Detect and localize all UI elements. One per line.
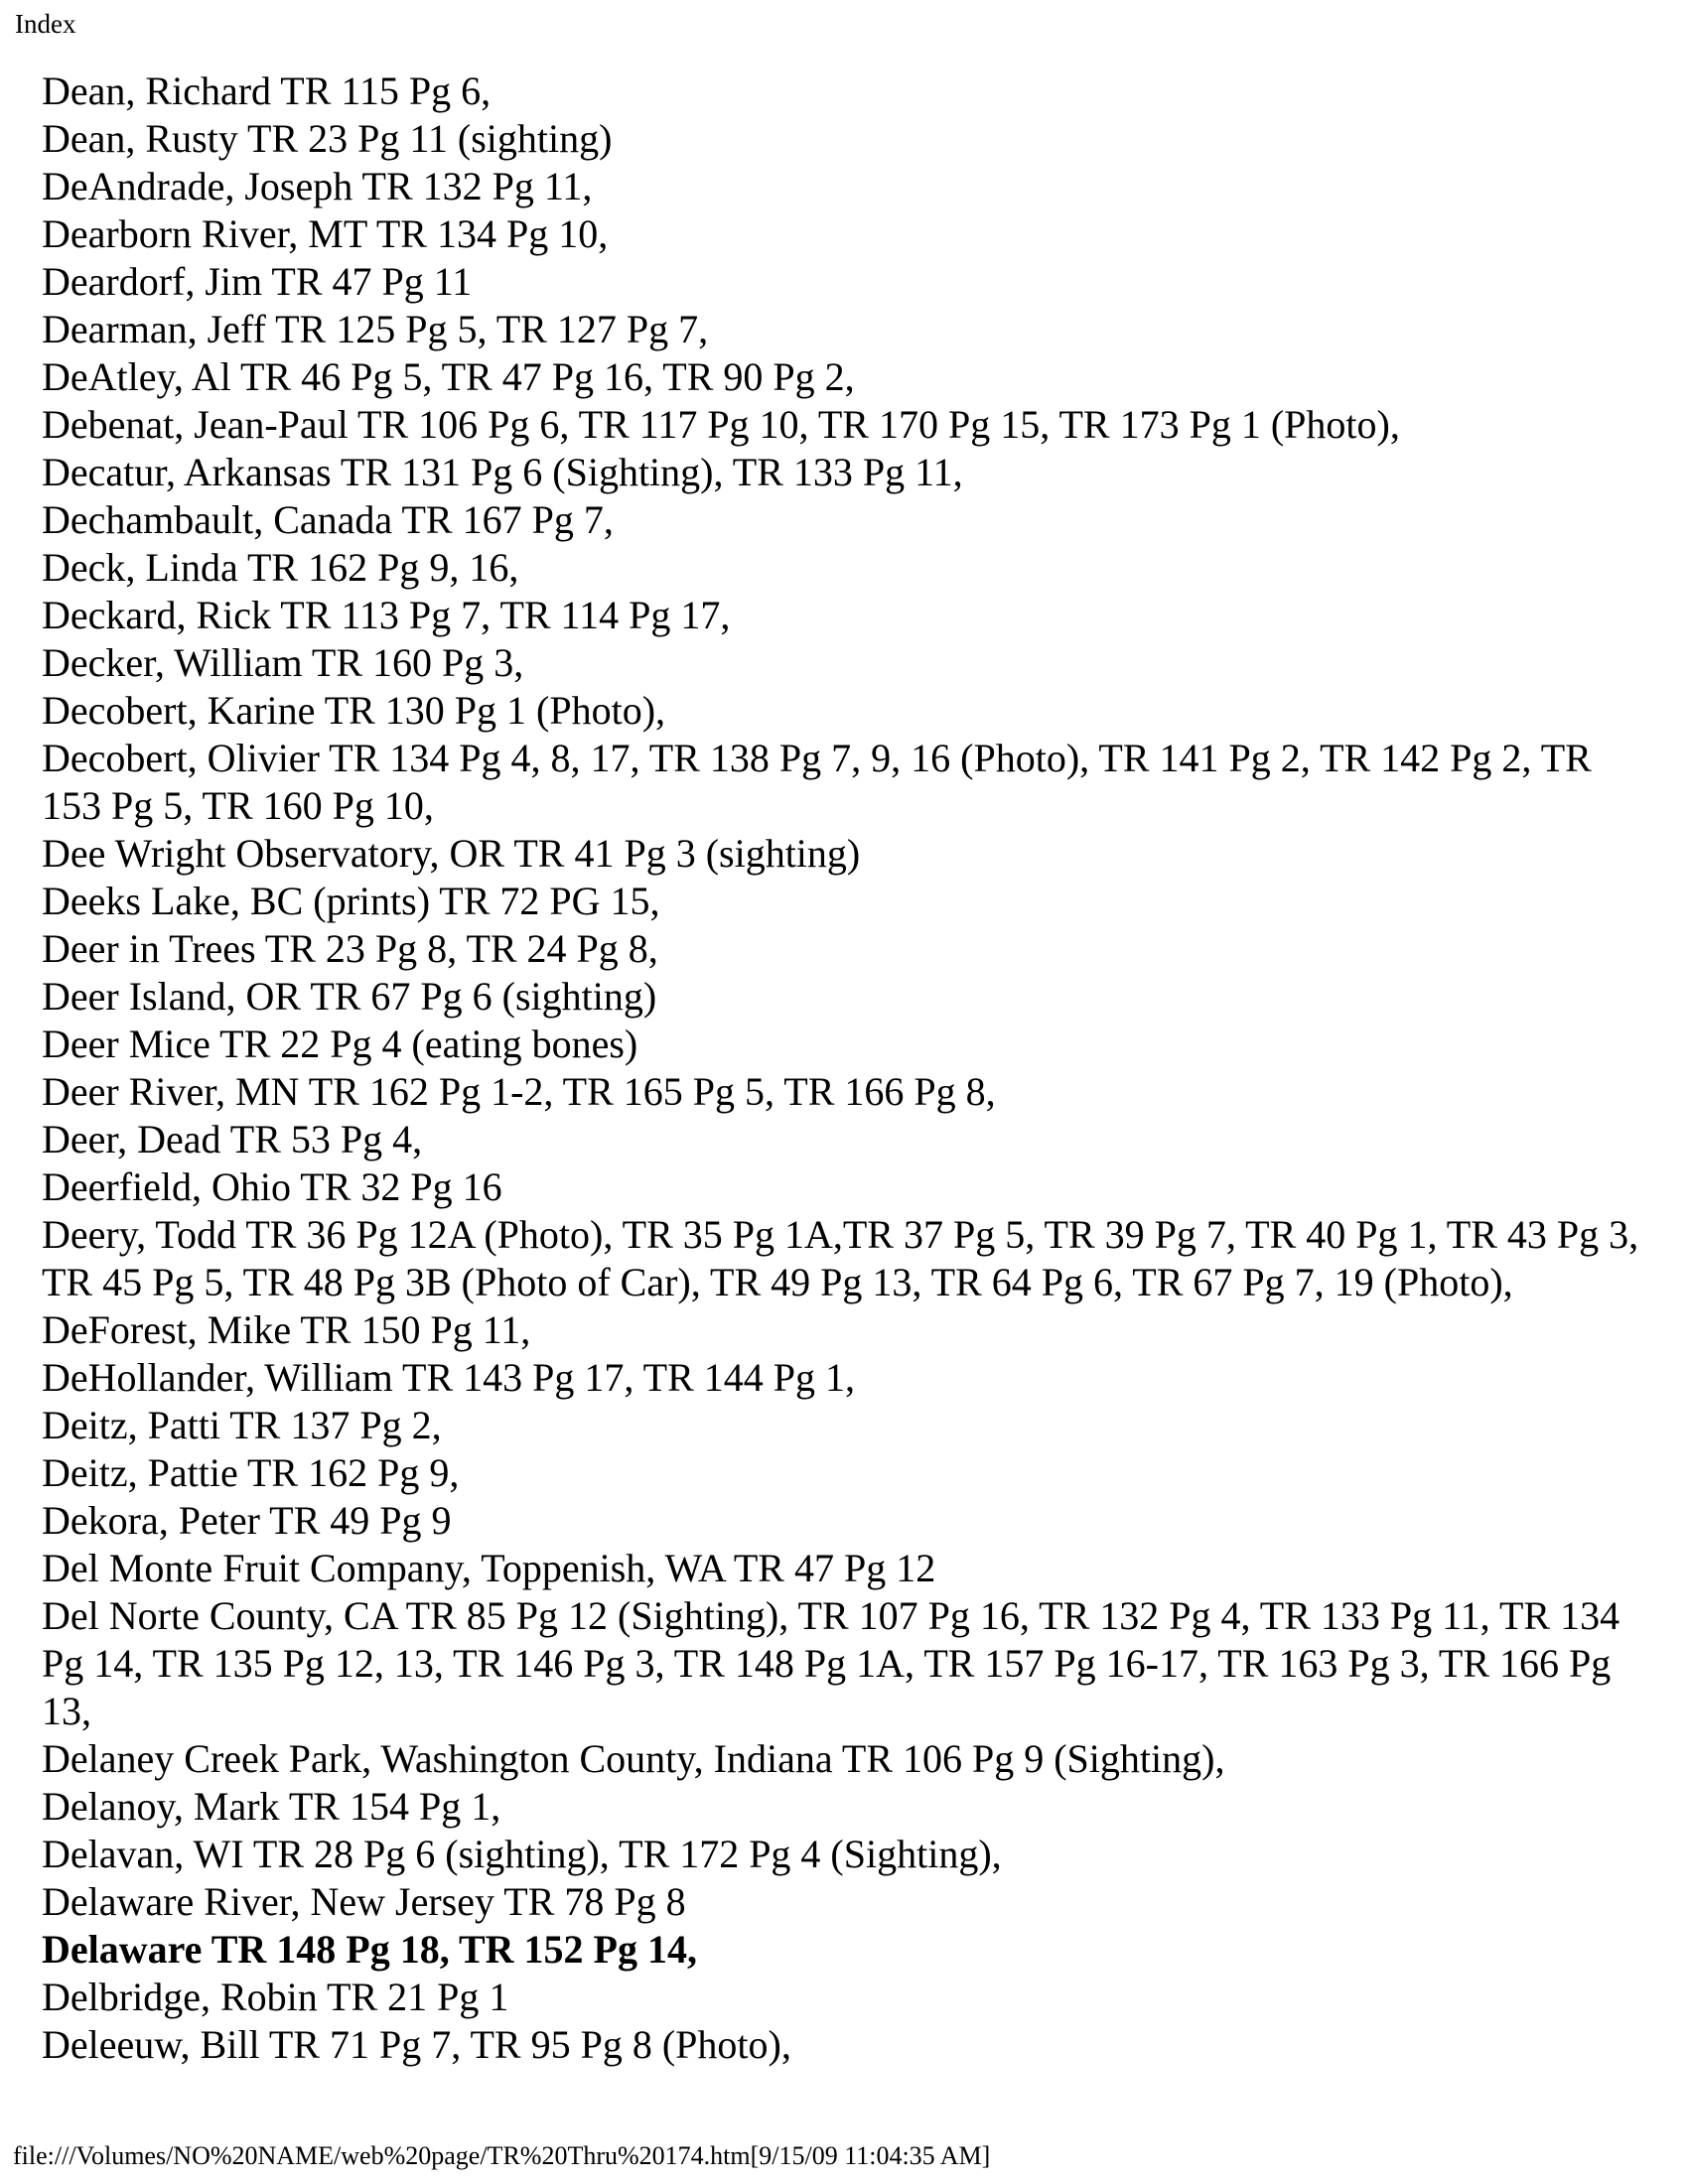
index-entry: DeForest, Mike TR 150 Pg 11, — [42, 1307, 531, 1352]
index-entry: Deleeuw, Bill TR 71 Pg 7, TR 95 Pg 8 (Photo), — [42, 2022, 791, 2067]
index-entry: Deer Mice TR 22 Pg 4 (eating bones) — [42, 1022, 638, 1066]
index-entry: Deck, Linda TR 162 Pg 9, 16, — [42, 545, 519, 590]
index-entry: Deer in Trees TR 23 Pg 8, TR 24 Pg 8, — [42, 926, 658, 971]
index-entry: Delaware River, New Jersey TR 78 Pg 8 — [42, 1879, 686, 1924]
index-entry: Delavan, WI TR 28 Pg 6 (sighting), TR 172 Pg 4 (Sighting), — [42, 1832, 1002, 1876]
index-entry: Dechambault, Canada TR 167 Pg 7, — [42, 497, 614, 542]
index-entry: Del Norte County, CA TR 85 Pg 12 (Sighting), TR 107 Pg 16, TR 132 Pg 4, TR 133 Pg 11, TR 134 Pg 14, TR 135 Pg 12, 13, TR 146 Pg 3, TR 148 Pg 1A, TR 157 Pg 16-17, TR 163 Pg 3, TR 166 Pg 13, — [42, 1593, 1620, 1733]
index-entry: Dee Wright Observatory, OR TR 41 Pg 3 (sighting) — [42, 831, 861, 876]
index-entry: Deardorf, Jim TR 47 Pg 11 — [42, 259, 473, 304]
index-entry: Deer River, MN TR 162 Pg 1-2, TR 165 Pg 5, TR 166 Pg 8, — [42, 1069, 996, 1114]
index-entry: Deitz, Patti TR 137 Pg 2, — [42, 1403, 442, 1447]
index-entry: DeAndrade, Joseph TR 132 Pg 11, — [42, 164, 593, 208]
index-entry: Delbridge, Robin TR 21 Pg 1 — [42, 1975, 509, 2019]
index-entry: Delaware TR 148 Pg 18, TR 152 Pg 14, — [42, 1927, 697, 1972]
index-entry: Deery, Todd TR 36 Pg 12A (Photo), TR 35 Pg 1A,TR 37 Pg 5, TR 39 Pg 7, TR 40 Pg 1, TR 43 Pg 3, TR 45 Pg 5, TR 48 Pg 3B (Photo of Car), TR 49 Pg 13, TR 64 Pg 6, TR 67 Pg 7, 19 (Photo), — [42, 1212, 1639, 1304]
index-entry: Deer Island, OR TR 67 Pg 6 (sighting) — [42, 974, 657, 1019]
index-entry: DeHollander, William TR 143 Pg 17, TR 144 Pg 1, — [42, 1355, 856, 1400]
index-entry: Decobert, Karine TR 130 Pg 1 (Photo), — [42, 688, 666, 733]
index-entry: Dearborn River, MT TR 134 Pg 10, — [42, 211, 609, 256]
index-entry: Deerfield, Ohio TR 32 Pg 16 — [42, 1164, 502, 1209]
index-entry: Dean, Rusty TR 23 Pg 11 (sighting) — [42, 116, 613, 161]
index-entry: DeAtley, Al TR 46 Pg 5, TR 47 Pg 16, TR 90 Pg 2, — [42, 354, 855, 399]
index-entry: Deckard, Rick TR 113 Pg 7, TR 114 Pg 17, — [42, 593, 731, 637]
index-entry: Del Monte Fruit Company, Toppenish, WA TR 47 Pg 12 — [42, 1546, 936, 1590]
index-entry: Delaney Creek Park, Washington County, Indiana TR 106 Pg 9 (Sighting), — [42, 1736, 1225, 1781]
index-entry: Deer, Dead TR 53 Pg 4, — [42, 1117, 423, 1161]
index-entry: Decobert, Olivier TR 134 Pg 4, 8, 17, TR 138 Pg 7, 9, 16 (Photo), TR 141 Pg 2, TR 142 Pg 2, TR 153 Pg 5, TR 160 Pg 10, — [42, 736, 1592, 828]
index-entry: Dearman, Jeff TR 125 Pg 5, TR 127 Pg 7, — [42, 307, 709, 351]
index-entry: Dean, Richard TR 115 Pg 6, — [42, 68, 492, 113]
print-footer-file-url: file:///Volumes/NO%20NAME/web%20page/TR%20Thru%20174.htm[9/15/09 11:04:35 AM] — [13, 2141, 991, 2170]
index-entry: Decker, William TR 160 Pg 3, — [42, 640, 524, 685]
index-entry: Debenat, Jean-Paul TR 106 Pg 6, TR 117 Pg 10, TR 170 Pg 15, TR 173 Pg 1 (Photo), — [42, 402, 1400, 447]
index-entry: Deeks Lake, BC (prints) TR 72 PG 15, — [42, 879, 660, 923]
index-entry: Decatur, Arkansas TR 131 Pg 6 (Sighting), TR 133 Pg 11, — [42, 450, 963, 494]
page-title: Index — [15, 9, 76, 39]
index-entry-list — [42, 68, 1650, 2069]
index-entry: Delanoy, Mark TR 154 Pg 1, — [42, 1784, 501, 1829]
index-entry: Deitz, Pattie TR 162 Pg 9, — [42, 1450, 460, 1495]
index-entry: Dekora, Peter TR 49 Pg 9 — [42, 1498, 452, 1543]
